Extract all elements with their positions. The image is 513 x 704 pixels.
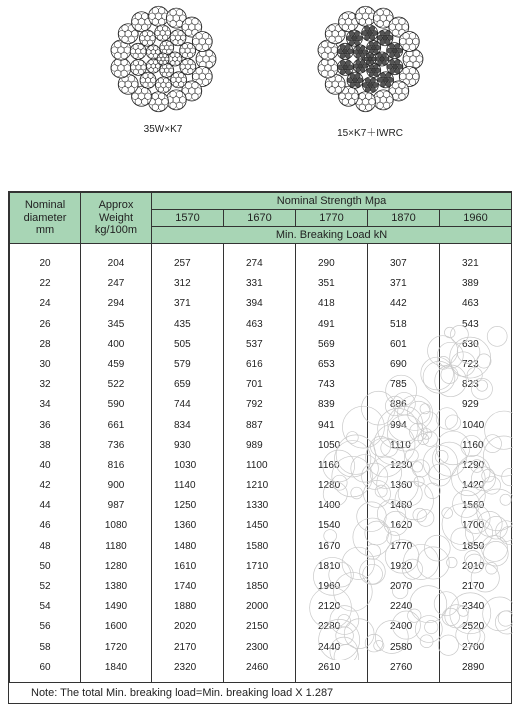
table-cell: 2170 (462, 581, 485, 592)
table-cell: 2610 (318, 661, 341, 673)
table-cell: 345 (107, 318, 125, 330)
table-cell: 518 (390, 318, 407, 330)
table-cell: 1880 (174, 601, 197, 613)
load-column-1770 (296, 244, 368, 682)
table-cell: 2340 (462, 601, 485, 613)
table-cell: 418 (318, 298, 335, 310)
table-cell: 579 (174, 358, 191, 370)
table-cell: 46 (39, 520, 51, 532)
table-cell: 2070 (390, 581, 413, 592)
table-cell: 1360 (174, 520, 197, 532)
table-cell: 257 (174, 258, 191, 269)
table-cell: 2440 (318, 641, 341, 653)
table-cell: 400 (107, 338, 125, 350)
table-cell: 590 (107, 399, 125, 411)
table-cell: 736 (107, 439, 125, 451)
table-cell: 1110 (390, 439, 411, 451)
table-cell: 616 (246, 358, 263, 370)
rope-label-iwrc: 15×K7＋IWRC (337, 128, 403, 139)
table-cell: 1330 (246, 500, 269, 512)
table-cell: 1700 (462, 520, 485, 532)
table-cell: 701 (246, 379, 263, 391)
table-cell: 1100 (246, 459, 268, 471)
table-cell: 1160 (318, 459, 340, 471)
table-cell: 886 (390, 399, 407, 411)
table-cell: 1360 (390, 480, 413, 492)
table-cell: 2150 (246, 621, 269, 633)
table-cell: 1420 (462, 480, 485, 492)
table-cell: 389 (462, 278, 479, 290)
spec-table (8, 191, 512, 704)
table-cell: 204 (107, 258, 125, 269)
table-cell: 56 (39, 621, 51, 633)
table-cell: 1230 (390, 459, 413, 471)
table-cell: 307 (390, 258, 407, 269)
table-cell: 2460 (246, 661, 269, 673)
table-cell: 1210 (246, 480, 269, 492)
header-nominal-strength: Nominal Strength Mpa (152, 193, 512, 210)
table-cell: 2580 (390, 641, 413, 653)
table-cell: 653 (318, 358, 335, 370)
table-cell: 2320 (174, 661, 197, 673)
table-cell: 744 (174, 399, 191, 411)
table-cell: 44 (39, 500, 51, 512)
table-cell: 816 (107, 459, 125, 471)
load-column-1870 (368, 244, 440, 682)
table-cell: 463 (246, 318, 263, 330)
table-cell: 743 (318, 379, 335, 391)
table-cell: 1080 (104, 520, 128, 532)
table-cell: 569 (318, 338, 335, 350)
table-cell: 823 (462, 379, 479, 391)
rope-cross-section-35w-icon (108, 4, 218, 114)
header-strength-1670: 1670 (224, 210, 296, 227)
table-cell: 1850 (246, 581, 269, 592)
table-cell: 24 (39, 298, 51, 310)
table-cell: 723 (462, 358, 479, 370)
table-cell: 1770 (390, 540, 413, 552)
table-cell: 1290 (462, 459, 485, 471)
table-cell: 1610 (174, 560, 197, 572)
table-cell: 1670 (318, 540, 341, 552)
table-cell: 1030 (174, 459, 197, 471)
table-cell: 1710 (246, 560, 269, 572)
table-cell: 38 (39, 439, 51, 451)
table-cell: 1050 (318, 439, 341, 451)
table-cell: 839 (318, 399, 335, 411)
table-cell: 1540 (318, 520, 341, 532)
table-cell: 22 (39, 278, 51, 290)
table-cell: 1740 (174, 581, 197, 592)
table-cell: 312 (174, 278, 191, 290)
table-cell: 2400 (390, 621, 413, 633)
header-strength-1570: 1570 (152, 210, 224, 227)
header-strength-1770: 1770 (296, 210, 368, 227)
table-cell: 50 (39, 560, 51, 572)
load-column-1960 (440, 244, 512, 682)
load-column-1570 (152, 244, 224, 682)
table-cell: 1280 (318, 480, 341, 492)
table-cell: 1180 (105, 540, 127, 552)
table-cell: 543 (462, 318, 479, 330)
weight-column (81, 244, 152, 682)
table-cell: 52 (39, 581, 51, 592)
table-cell: 1850 (462, 540, 485, 552)
table-cell: 394 (246, 298, 263, 310)
table-cell: 1140 (174, 480, 196, 492)
table-cell: 989 (246, 439, 263, 451)
table-cell: 994 (390, 419, 407, 431)
header-min-breaking-load: Min. Breaking Load kN (152, 227, 512, 244)
table-cell: 1450 (246, 520, 269, 532)
table-cell: 661 (107, 419, 125, 431)
table-cell: 2300 (246, 641, 269, 653)
table-cell: 54 (39, 601, 51, 613)
table-cell: 1380 (104, 581, 128, 592)
table-cell: 2280 (318, 621, 341, 633)
table-cell: 1480 (174, 540, 197, 552)
table-cell: 1840 (104, 661, 128, 673)
table-cell: 491 (318, 318, 335, 330)
table-cell: 1810 (318, 560, 341, 572)
table-cell: 2760 (390, 661, 413, 673)
table-cell: 20 (39, 258, 51, 269)
table-cell: 1160 (462, 439, 484, 451)
table-cell: 435 (174, 318, 191, 330)
table-cell: 442 (390, 298, 407, 310)
table-cell: 792 (246, 399, 263, 411)
table-cell: 929 (462, 399, 479, 411)
table-cell: 941 (318, 419, 335, 431)
table-cell: 247 (107, 278, 125, 290)
table-cell: 48 (39, 540, 51, 552)
table-cell: 42 (39, 480, 51, 492)
table-cell: 522 (107, 379, 125, 391)
table-cell: 2240 (390, 601, 413, 613)
table-cell: 1580 (246, 540, 269, 552)
table-cell: 987 (107, 500, 125, 512)
table-note: Note: The total Min. breaking load=Min. breaking load X 1.287 (9, 682, 511, 703)
header-nominal-diameter: Nominal diameter mm (10, 193, 81, 244)
rope-label-35w: 35W×K7 (143, 124, 183, 135)
table-cell: 1400 (318, 500, 341, 512)
table-cell: 601 (390, 338, 407, 350)
table-cell: 537 (246, 338, 263, 350)
header-strength-1870: 1870 (368, 210, 440, 227)
table-cell: 371 (390, 278, 407, 290)
table-cell: 1720 (104, 641, 128, 653)
table-cell: 351 (318, 278, 335, 290)
header-strength-1960: 1960 (440, 210, 512, 227)
table-cell: 459 (107, 358, 125, 370)
table-cell: 1280 (104, 560, 128, 572)
rope-cross-section-iwrc-icon (315, 4, 425, 114)
table-cell: 58 (39, 641, 51, 653)
table-cell: 900 (107, 480, 125, 492)
table-cell: 659 (174, 379, 191, 391)
table-cell: 290 (318, 258, 335, 269)
table-cell: 2000 (246, 601, 269, 613)
load-column-1670 (224, 244, 296, 682)
table-cell: 294 (107, 298, 125, 310)
table-cell: 1620 (390, 520, 413, 532)
table-cell: 2520 (462, 621, 485, 633)
table-cell: 2700 (462, 641, 485, 653)
header-approx-weight: Approx Weight kg/100m (81, 193, 152, 244)
table-cell: 371 (174, 298, 191, 310)
table-cell: 1920 (390, 560, 413, 572)
table-cell: 60 (39, 661, 51, 673)
table-cell: 1480 (390, 500, 413, 512)
table-cell: 2170 (174, 641, 197, 653)
table-cell: 930 (174, 439, 191, 451)
table-cell: 1040 (462, 419, 485, 431)
diameter-column (10, 244, 81, 682)
table-cell: 32 (39, 379, 51, 391)
table-cell: 28 (39, 338, 51, 350)
table-cell: 1560 (462, 500, 485, 512)
table-cell: 505 (174, 338, 191, 350)
table-cell: 690 (390, 358, 407, 370)
table-cell: 1960 (318, 581, 341, 592)
table-cell: 630 (462, 338, 479, 350)
table-cell: 2010 (462, 560, 485, 572)
table-cell: 26 (39, 318, 51, 330)
table-cell: 2020 (174, 621, 197, 633)
table-cell: 785 (390, 379, 407, 391)
table-cell: 834 (174, 419, 191, 431)
table-cell: 1490 (104, 601, 128, 613)
table-cell: 331 (246, 278, 263, 290)
table-cell: 1600 (104, 621, 128, 633)
table-cell: 887 (246, 419, 263, 431)
table-cell: 321 (462, 258, 479, 269)
table-cell: 463 (462, 298, 479, 310)
table-cell: 34 (39, 399, 51, 411)
table-cell: 40 (39, 459, 51, 471)
table-cell: 2890 (462, 661, 485, 673)
table-cell: 1250 (174, 500, 197, 512)
table-cell: 274 (246, 258, 263, 269)
table-cell: 30 (39, 358, 51, 370)
table-cell: 36 (39, 419, 51, 431)
table-cell: 2120 (318, 601, 341, 613)
